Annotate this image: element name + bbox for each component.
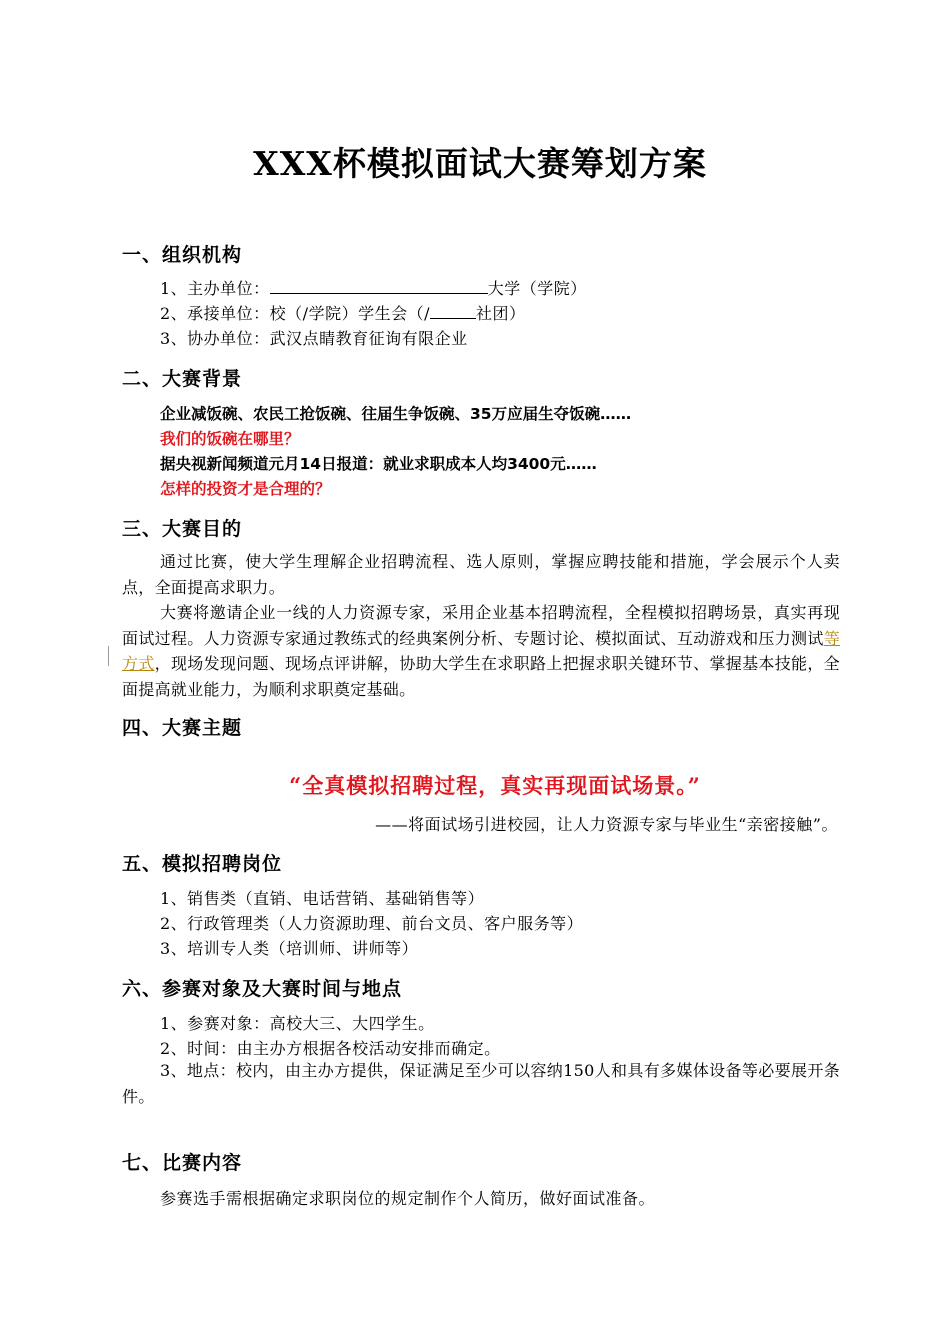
section-heading-content: 七、比赛内容 (122, 1152, 243, 1174)
section-heading-purpose: 三、大赛目的 (122, 518, 243, 540)
section-heading-positions: 五、模拟招聘岗位 (122, 853, 283, 875)
tracked-change-text: 等方式 (122, 628, 840, 673)
content-paragraph: 参赛选手需根据确定求职岗位的规定制作个人简历，做好面试准备。 (160, 1189, 656, 1208)
change-bar-mark (108, 646, 109, 666)
purpose-paragraph-2 (122, 600, 840, 702)
org-item-1-prefix: 1、主办单位： (160, 279, 270, 298)
position-item: 1、销售类（直销、电话营销、基础销售等） (160, 889, 485, 908)
background-line-1: 企业减饭碗、农民工抢饭碗、往届生争饭碗、35万应届生夺饭碗…… (160, 405, 632, 423)
theme-subline: ——将面试场引进校园，让人力资源专家与毕业生“亲密接触”。 (375, 815, 838, 834)
org-item-2-suffix: 社团） (475, 304, 526, 323)
background-line-3: 据央视新闻频道元月14日报道：就业求职成本人均3400元…… (160, 455, 597, 473)
fill-in-blank (430, 304, 476, 319)
purpose-paragraph-2-end: ，现场发现问题、现场点评讲解，协助大学生在求职路上把握求职关键环节、掌握基本技能，全面提高就业能力，为顺利求职奠定基础。 (122, 654, 840, 699)
org-item-2 (160, 301, 525, 324)
fill-in-blank (270, 279, 488, 294)
section-heading-participants: 六、参赛对象及大赛时间与地点 (122, 978, 403, 1000)
org-item-1 (160, 276, 587, 299)
background-line-2: 我们的饭碗在哪里？ (160, 430, 300, 448)
document-title: XXX杯模拟面试大赛筹划方案 (253, 144, 707, 183)
position-item: 2、行政管理类（人力资源助理、前台文员、客户服务等） (160, 914, 584, 933)
background-line-4: 怎样的投资才是合理的？ (160, 480, 331, 498)
theme-slogan: “全真模拟招聘过程，真实再现面试场景。” (289, 773, 701, 798)
participants-item-3: 3、地点：校内，由主办方提供，保证满足至少可以容纳150人和具有多媒体设备等必要展开条件。 (122, 1061, 840, 1106)
purpose-paragraph-2-start: 大赛将邀请企业一线的人力资源专家，采用企业基本招聘流程，全程模拟招聘场景，真实再现面试过程。人力资源专家通过教练式的经典案例分析、专题讨论、模拟面试、互动游戏和压力测试 (122, 603, 840, 648)
section-heading-theme: 四、大赛主题 (122, 717, 243, 739)
org-item-3: 3、协办单位：武汉点睛教育征询有限企业 (160, 329, 468, 348)
section-heading-org: 一、组织机构 (122, 244, 243, 266)
section-heading-background: 二、大赛背景 (122, 368, 243, 390)
purpose-paragraph-1: 通过比赛，使大学生理解企业招聘流程、选人原则，掌握应聘技能和措施，学会展示个人卖点，全面提高求职力。 (122, 552, 840, 597)
position-item: 3、培训专人类（培训师、讲师等） (160, 939, 419, 958)
org-item-2-prefix: 2、承接单位：校（/学院）学生会（/ (160, 304, 430, 323)
org-item-1-suffix: 大学（学院） (487, 279, 587, 298)
participants-item-1: 1、参赛对象：高校大三、大四学生。 (160, 1014, 435, 1033)
participants-item-2: 2、时间：由主办方根据各校活动安排而确定。 (160, 1039, 501, 1058)
